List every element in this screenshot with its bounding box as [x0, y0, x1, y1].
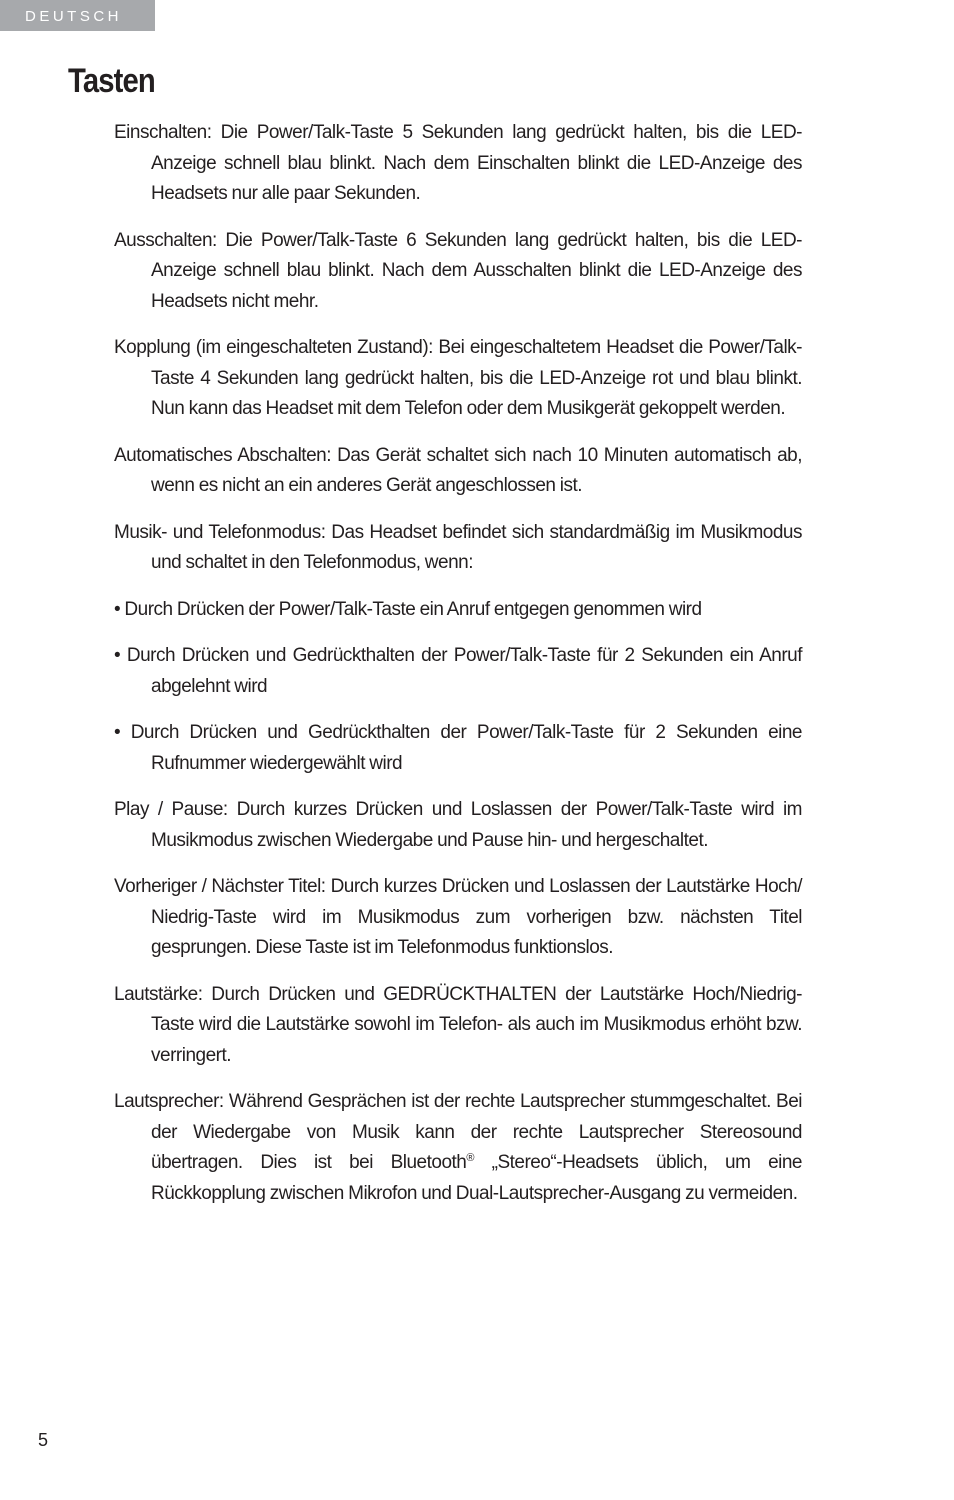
registered-mark: ® — [466, 1152, 474, 1164]
bullet-wahlwiederholung: • Durch Drücken und Gedrückthalten der Power/Talk-Taste für 2 Sekunden eine Rufnummer wiedergewählt wird — [114, 722, 802, 774]
page-title: Tasten — [68, 62, 155, 100]
paragraph-kopplung: Kopplung (im eingeschalteten Zustand): Bei eingeschaltetem Headset die Power/Talk-Taste 4 Sekunden lang gedrückt halten, bis die LED-Anzeige rot und blau blinkt. Nun kann das Headset mit dem Telefon oder dem Musikgerät gekoppelt werden. — [114, 337, 802, 419]
lautsprecher-text-part2: „Stereo“-Headsets üblich, um eine Rückkopplung zwischen Mikrofon und Dual-Lautsprecher-Ausgang zu vermeiden. — [151, 1152, 802, 1204]
paragraph-musik-telefonmodus: Musik- und Telefonmodus: Das Headset befindet sich standardmäßig im Musikmodus und schaltet in den Telefonmodus, wenn: — [114, 521, 802, 573]
paragraph-lautstaerke: Lautstärke: Durch Drücken und GEDRÜCKTHALTEN der Lautstärke Hoch/Niedrig-Taste wird die Lautstärke sowohl im Telefon- als auch im Musikmodus erhöht bzw. verringert. — [114, 983, 802, 1066]
paragraph-play-pause: Play / Pause: Durch kurzes Drücken und Loslassen der Power/Talk-Taste wird im Musikmodus zwischen Wiedergabe und Pause hin- und hergeschaltet. — [114, 799, 802, 851]
bullet-anruf-annehmen: • Durch Drücken der Power/Talk-Taste ein Anruf entgegen genommen wird — [114, 598, 702, 620]
body-text — [114, 118, 802, 1225]
lautsprecher-text-part1: Lautsprecher: Während Gesprächen ist der rechte Lautsprecher stummgeschaltet. Bei der Wiedergabe von Musik kann der rechte Lautsprecher Stereosound übertragen. Dies ist bei Bluetooth — [114, 1091, 802, 1173]
paragraph-lautsprecher — [114, 1087, 802, 1209]
paragraph-ausschalten: Ausschalten: Die Power/Talk-Taste 6 Sekunden lang gedrückt halten, bis die LED-Anzeige schnell blau blinkt. Nach dem Ausschalten blinkt die LED-Anzeige des Headsets nicht mehr. — [114, 229, 802, 312]
language-tab: DEUTSCH — [0, 0, 155, 31]
bullet-anruf-ablehnen: • Durch Drücken und Gedrückthalten der Power/Talk-Taste für 2 Sekunden ein Anruf abgelehnt wird — [114, 645, 802, 697]
paragraph-einschalten: Einschalten: Die Power/Talk-Taste 5 Sekunden lang gedrückt halten, bis die LED-Anzeige schnell blau blinkt. Nach dem Einschalten blinkt die LED-Anzeige des Headsets nur alle paar Sekunden. — [114, 122, 802, 204]
paragraph-titel: Vorheriger / Nächster Titel: Durch kurzes Drücken und Loslassen der Lautstärke Hoch/ Niedrig-Taste wird im Musikmodus zum vorherigen bzw. nächsten Titel gesprungen. Diese Taste ist im Telefonmodus funktionslos. — [114, 876, 802, 958]
paragraph-automatisches-abschalten: Automatisches Abschalten: Das Gerät schaltet sich nach 10 Minuten automatisch ab, wenn es nicht an ein anderes Gerät angeschlossen ist. — [114, 444, 802, 496]
page-number: 5 — [38, 1430, 49, 1450]
